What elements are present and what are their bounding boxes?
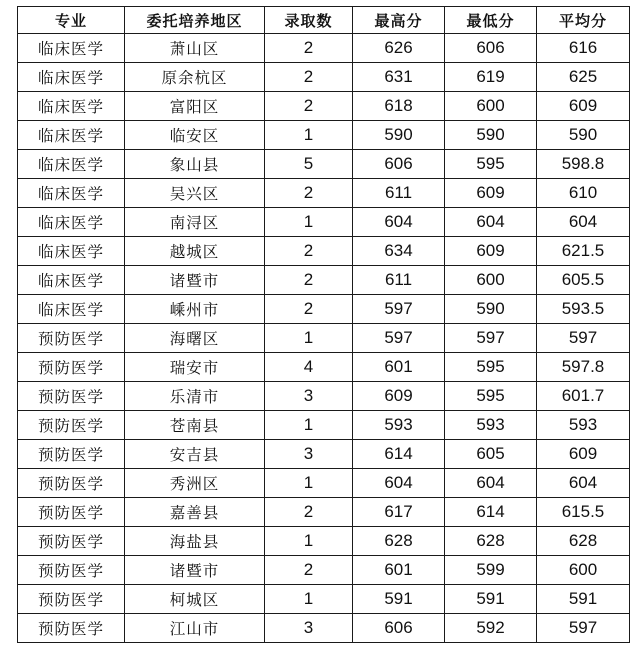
cell-admitted-count: 1 <box>265 208 353 237</box>
cell-highest-score: 604 <box>353 469 445 498</box>
cell-region: 富阳区 <box>125 92 265 121</box>
cell-highest-score: 628 <box>353 527 445 556</box>
cell-average-score: 604 <box>537 208 630 237</box>
cell-highest-score: 618 <box>353 92 445 121</box>
header-average-score: 平均分 <box>537 7 630 34</box>
cell-average-score: 615.5 <box>537 498 630 527</box>
cell-highest-score: 606 <box>353 614 445 643</box>
cell-lowest-score: 599 <box>445 556 537 585</box>
header-region: 委托培养地区 <box>125 7 265 34</box>
cell-major: 临床医学 <box>18 266 125 295</box>
header-lowest-score: 最低分 <box>445 7 537 34</box>
cell-region: 嘉善县 <box>125 498 265 527</box>
cell-highest-score: 604 <box>353 208 445 237</box>
cell-admitted-count: 1 <box>265 121 353 150</box>
cell-admitted-count: 1 <box>265 324 353 353</box>
cell-admitted-count: 3 <box>265 440 353 469</box>
cell-lowest-score: 614 <box>445 498 537 527</box>
cell-lowest-score: 597 <box>445 324 537 353</box>
table-row <box>18 411 630 440</box>
cell-region: 萧山区 <box>125 34 265 63</box>
cell-major: 预防医学 <box>18 324 125 353</box>
table-row <box>18 34 630 63</box>
cell-major: 预防医学 <box>18 382 125 411</box>
cell-admitted-count: 2 <box>265 92 353 121</box>
cell-region: 嵊州市 <box>125 295 265 324</box>
cell-lowest-score: 604 <box>445 469 537 498</box>
cell-average-score: 609 <box>537 92 630 121</box>
table-body <box>18 34 630 643</box>
table-row <box>18 469 630 498</box>
cell-average-score: 601.7 <box>537 382 630 411</box>
cell-region: 海盐县 <box>125 527 265 556</box>
cell-major: 预防医学 <box>18 411 125 440</box>
admission-score-table <box>17 6 630 643</box>
cell-region: 秀洲区 <box>125 469 265 498</box>
cell-lowest-score: 604 <box>445 208 537 237</box>
table-row <box>18 498 630 527</box>
cell-average-score: 597.8 <box>537 353 630 382</box>
table-row <box>18 527 630 556</box>
cell-lowest-score: 591 <box>445 585 537 614</box>
table-row <box>18 150 630 179</box>
cell-lowest-score: 590 <box>445 295 537 324</box>
table-row <box>18 179 630 208</box>
cell-major: 预防医学 <box>18 556 125 585</box>
table-row <box>18 237 630 266</box>
cell-admitted-count: 4 <box>265 353 353 382</box>
cell-lowest-score: 595 <box>445 353 537 382</box>
cell-major: 预防医学 <box>18 614 125 643</box>
cell-lowest-score: 606 <box>445 34 537 63</box>
cell-major: 预防医学 <box>18 469 125 498</box>
cell-region: 越城区 <box>125 237 265 266</box>
cell-highest-score: 601 <box>353 556 445 585</box>
cell-admitted-count: 2 <box>265 266 353 295</box>
cell-major: 临床医学 <box>18 34 125 63</box>
cell-highest-score: 614 <box>353 440 445 469</box>
cell-region: 柯城区 <box>125 585 265 614</box>
cell-lowest-score: 595 <box>445 382 537 411</box>
cell-average-score: 590 <box>537 121 630 150</box>
cell-highest-score: 601 <box>353 353 445 382</box>
cell-highest-score: 631 <box>353 63 445 92</box>
cell-average-score: 621.5 <box>537 237 630 266</box>
cell-lowest-score: 605 <box>445 440 537 469</box>
cell-major: 预防医学 <box>18 527 125 556</box>
cell-highest-score: 593 <box>353 411 445 440</box>
cell-highest-score: 597 <box>353 295 445 324</box>
table-row <box>18 63 630 92</box>
cell-admitted-count: 5 <box>265 150 353 179</box>
cell-region: 象山县 <box>125 150 265 179</box>
cell-admitted-count: 1 <box>265 527 353 556</box>
cell-region: 原余杭区 <box>125 63 265 92</box>
cell-lowest-score: 600 <box>445 266 537 295</box>
cell-average-score: 605.5 <box>537 266 630 295</box>
cell-highest-score: 591 <box>353 585 445 614</box>
cell-lowest-score: 595 <box>445 150 537 179</box>
table-row <box>18 295 630 324</box>
cell-lowest-score: 593 <box>445 411 537 440</box>
admission-score-sheet <box>17 6 629 643</box>
cell-admitted-count: 1 <box>265 411 353 440</box>
cell-highest-score: 626 <box>353 34 445 63</box>
cell-major: 临床医学 <box>18 208 125 237</box>
cell-admitted-count: 3 <box>265 614 353 643</box>
cell-major: 预防医学 <box>18 353 125 382</box>
cell-lowest-score: 609 <box>445 237 537 266</box>
cell-lowest-score: 628 <box>445 527 537 556</box>
table-row <box>18 440 630 469</box>
cell-admitted-count: 2 <box>265 498 353 527</box>
cell-highest-score: 597 <box>353 324 445 353</box>
cell-highest-score: 611 <box>353 266 445 295</box>
table-row <box>18 382 630 411</box>
cell-major: 临床医学 <box>18 150 125 179</box>
cell-highest-score: 606 <box>353 150 445 179</box>
header-major: 专业 <box>18 7 125 34</box>
cell-lowest-score: 600 <box>445 92 537 121</box>
cell-average-score: 593 <box>537 411 630 440</box>
cell-average-score: 610 <box>537 179 630 208</box>
cell-lowest-score: 609 <box>445 179 537 208</box>
cell-average-score: 609 <box>537 440 630 469</box>
cell-major: 预防医学 <box>18 498 125 527</box>
cell-major: 临床医学 <box>18 92 125 121</box>
cell-major: 临床医学 <box>18 63 125 92</box>
cell-highest-score: 634 <box>353 237 445 266</box>
cell-major: 临床医学 <box>18 295 125 324</box>
cell-admitted-count: 1 <box>265 469 353 498</box>
header-row <box>18 7 630 34</box>
cell-highest-score: 590 <box>353 121 445 150</box>
cell-region: 江山市 <box>125 614 265 643</box>
cell-admitted-count: 2 <box>265 34 353 63</box>
cell-region: 临安区 <box>125 121 265 150</box>
cell-major: 预防医学 <box>18 440 125 469</box>
cell-region: 吴兴区 <box>125 179 265 208</box>
cell-average-score: 598.8 <box>537 150 630 179</box>
cell-average-score: 625 <box>537 63 630 92</box>
cell-region: 海曙区 <box>125 324 265 353</box>
cell-lowest-score: 619 <box>445 63 537 92</box>
cell-region: 南浔区 <box>125 208 265 237</box>
cell-admitted-count: 2 <box>265 237 353 266</box>
cell-lowest-score: 590 <box>445 121 537 150</box>
cell-average-score: 604 <box>537 469 630 498</box>
cell-highest-score: 609 <box>353 382 445 411</box>
cell-average-score: 591 <box>537 585 630 614</box>
cell-major: 临床医学 <box>18 179 125 208</box>
cell-average-score: 597 <box>537 324 630 353</box>
cell-average-score: 628 <box>537 527 630 556</box>
cell-major: 临床医学 <box>18 237 125 266</box>
cell-admitted-count: 2 <box>265 63 353 92</box>
cell-average-score: 600 <box>537 556 630 585</box>
table-row <box>18 208 630 237</box>
cell-region: 瑞安市 <box>125 353 265 382</box>
cell-admitted-count: 3 <box>265 382 353 411</box>
table-row <box>18 353 630 382</box>
cell-average-score: 616 <box>537 34 630 63</box>
cell-major: 预防医学 <box>18 585 125 614</box>
table-header <box>18 7 630 34</box>
header-admitted-count: 录取数 <box>265 7 353 34</box>
cell-admitted-count: 1 <box>265 585 353 614</box>
table-row <box>18 585 630 614</box>
cell-average-score: 593.5 <box>537 295 630 324</box>
table-row <box>18 266 630 295</box>
cell-average-score: 597 <box>537 614 630 643</box>
table-row <box>18 92 630 121</box>
cell-region: 安吉县 <box>125 440 265 469</box>
cell-region: 诸暨市 <box>125 556 265 585</box>
header-highest-score: 最高分 <box>353 7 445 34</box>
cell-admitted-count: 2 <box>265 556 353 585</box>
cell-lowest-score: 592 <box>445 614 537 643</box>
table-row <box>18 614 630 643</box>
cell-major: 临床医学 <box>18 121 125 150</box>
cell-admitted-count: 2 <box>265 179 353 208</box>
table-row <box>18 556 630 585</box>
cell-region: 诸暨市 <box>125 266 265 295</box>
cell-admitted-count: 2 <box>265 295 353 324</box>
cell-highest-score: 617 <box>353 498 445 527</box>
cell-region: 苍南县 <box>125 411 265 440</box>
table-row <box>18 324 630 353</box>
cell-highest-score: 611 <box>353 179 445 208</box>
cell-region: 乐清市 <box>125 382 265 411</box>
table-row <box>18 121 630 150</box>
